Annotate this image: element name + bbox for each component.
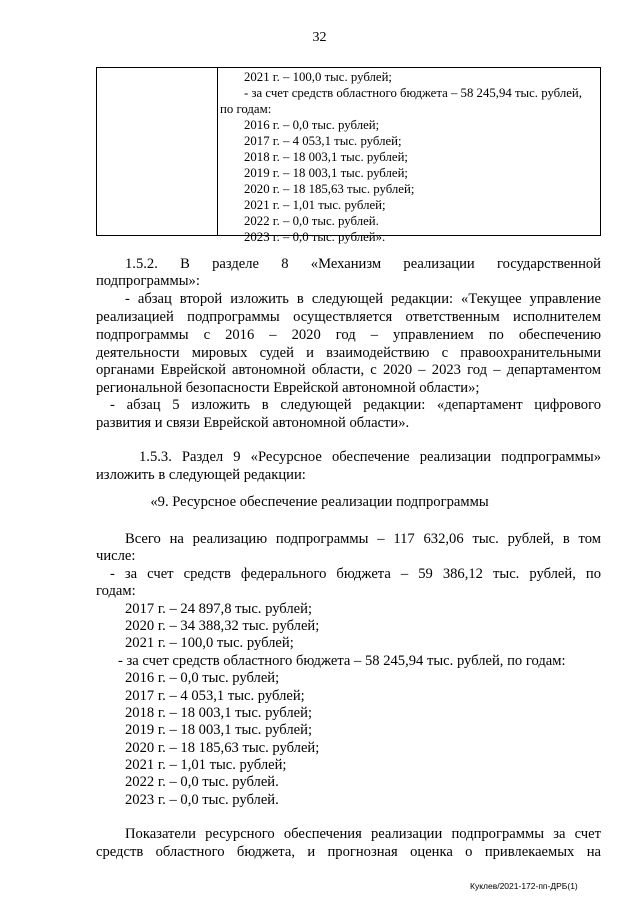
indicators-line: средств областного бюджета, и прогнозная оценка о привлекаемых на xyxy=(96,844,601,860)
funding-line: числе: xyxy=(96,548,136,564)
table-line: по годам: xyxy=(220,102,272,116)
funding-line: - за счет средств областного бюджета – 58 245,94 тыс. рублей, по годам: xyxy=(118,653,566,669)
paragraph-1-5-2-line: 1.5.2. В разделе 8 «Механизм реализации государственной xyxy=(125,256,601,272)
funding-line: 2020 г. – 34 388,32 тыс. рублей; xyxy=(125,618,320,634)
funding-line: 2016 г. – 0,0 тыс. рублей; xyxy=(125,670,280,686)
paragraph-1-5-2-line: - абзац 5 изложить в следующей редакции: «департамент цифрового xyxy=(110,397,601,413)
paragraph-1-5-2-line: органами Еврейской автономной области, с 2020 – 2023 год – департаментом xyxy=(96,362,601,378)
table-line: 2019 г. – 18 003,1 тыс. рублей; xyxy=(244,166,408,180)
table-line: 2022 г. – 0,0 тыс. рублей. xyxy=(244,214,379,228)
document-code-footer: Куклев/2021-172-пп-ДРБ(1) xyxy=(470,881,578,891)
table-line: 2017 г. – 4 053,1 тыс. рублей; xyxy=(244,134,402,148)
funding-line: 2022 г. – 0,0 тыс. рублей. xyxy=(125,774,279,790)
table-line: 2018 г. – 18 003,1 тыс. рублей; xyxy=(244,150,408,164)
funding-line: 2017 г. – 24 897,8 тыс. рублей; xyxy=(125,601,312,617)
paragraph-1-5-2-line: - абзац второй изложить в следующей редакции: «Текущее управление xyxy=(125,291,601,307)
funding-line: Всего на реализацию подпрограммы – 117 632,06 тыс. рублей, в том xyxy=(125,531,601,547)
table-column-divider xyxy=(217,68,218,235)
paragraph-1-5-3-line: изложить в следующей редакции: xyxy=(96,467,306,483)
paragraph-1-5-2-line: реализацией подпрограммы осуществляется ответственным исполнителем xyxy=(96,309,601,325)
table-line: 2023 г. – 0,0 тыс. рублей». xyxy=(244,230,386,244)
funding-line: 2023 г. – 0,0 тыс. рублей. xyxy=(125,792,279,808)
paragraph-1-5-3-line: 1.5.3. Раздел 9 «Ресурсное обеспечение реализации подпрограммы» xyxy=(139,449,601,465)
funding-line: 2020 г. – 18 185,63 тыс. рублей; xyxy=(125,740,320,756)
funding-line: 2018 г. – 18 003,1 тыс. рублей; xyxy=(125,705,312,721)
funding-line: 2019 г. – 18 003,1 тыс. рублей; xyxy=(125,722,312,738)
paragraph-1-5-2-line: региональной безопасности Еврейской автономной области»; xyxy=(96,380,480,396)
funding-table-fragment xyxy=(96,67,601,244)
section-title: «9. Ресурсное обеспечение реализации подпрограммы xyxy=(150,494,489,510)
table-line: 2021 г. – 1,01 тыс. рублей; xyxy=(244,198,386,212)
funding-line: годам: xyxy=(96,583,136,599)
table-line: - за счет средств областного бюджета – 58 245,94 тыс. рублей, xyxy=(244,86,582,100)
table-line: 2020 г. – 18 185,63 тыс. рублей; xyxy=(244,182,415,196)
page-number: 32 xyxy=(312,30,327,45)
funding-line: - за счет средств федерального бюджета – 59 386,12 тыс. рублей, по xyxy=(110,566,601,582)
funding-line: 2021 г. – 1,01 тыс. рублей; xyxy=(125,757,287,773)
paragraph-1-5-2-line: развития и связи Еврейской автономной области». xyxy=(96,415,410,431)
table-line: 2016 г. – 0,0 тыс. рублей; xyxy=(244,118,380,132)
indicators-line: Показатели ресурсного обеспечения реализации подпрограммы за счет xyxy=(125,826,601,842)
paragraph-1-5-2-line: деятельности мировых судей и взаимодействию с правоохранительными xyxy=(96,345,601,361)
funding-line: 2017 г. – 4 053,1 тыс. рублей; xyxy=(125,688,305,704)
paragraph-1-5-2-line: подпрограммы с 2016 – 2020 год – управлением по обеспечению xyxy=(96,327,601,343)
table-line: 2021 г. – 100,0 тыс. рублей; xyxy=(244,70,392,84)
paragraph-1-5-2-line: подпрограммы»: xyxy=(96,273,200,289)
funding-line: 2021 г. – 100,0 тыс. рублей; xyxy=(125,635,294,651)
